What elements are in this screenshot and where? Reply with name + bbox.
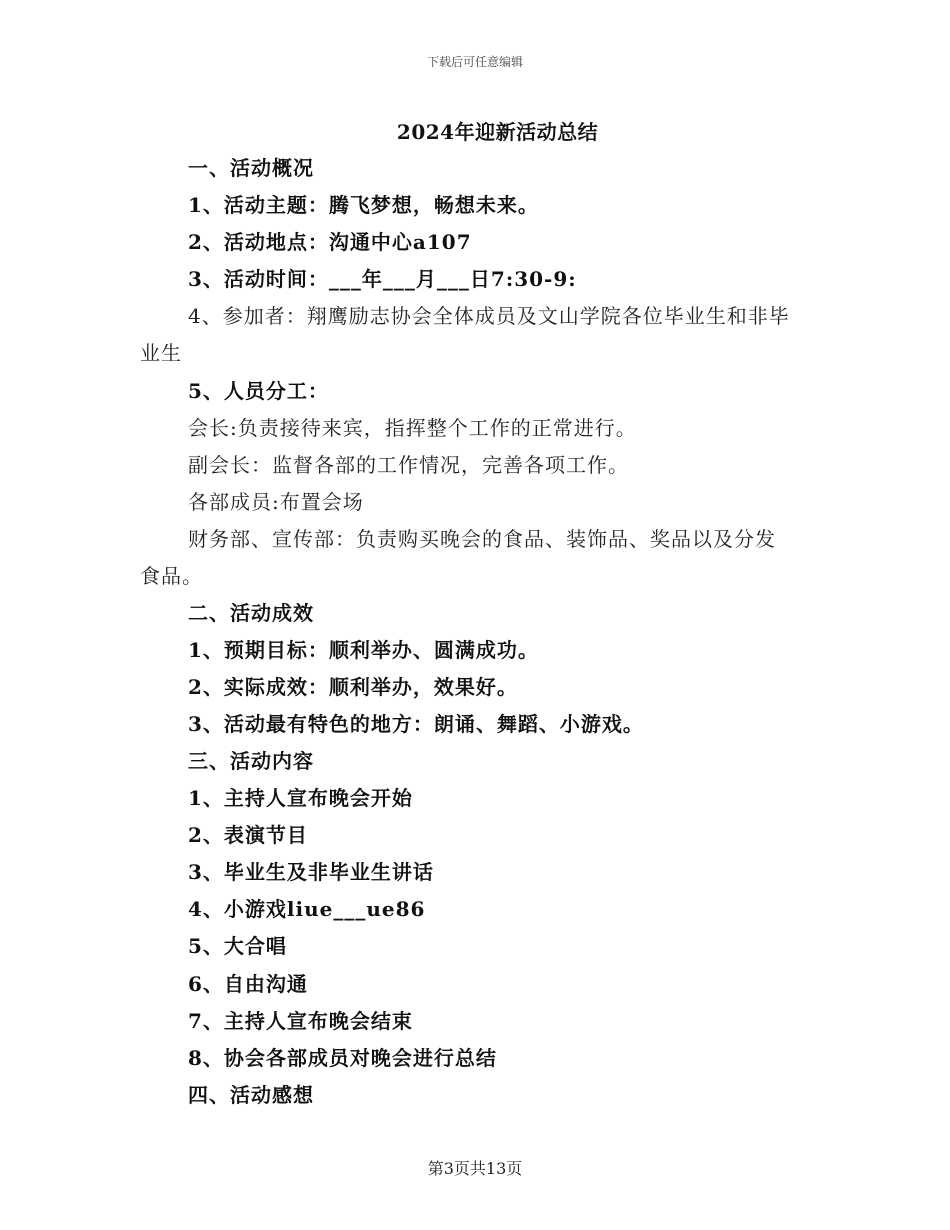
- content-item: 7、主持人宣布晚会结束: [188, 1009, 413, 1033]
- content-item: 4、小游戏liue___ue86: [188, 897, 426, 921]
- section-heading-reflections: 四、活动感想: [188, 1083, 314, 1107]
- role-president: 会长:负责接待来宾，指挥整个工作的正常进行。: [188, 416, 637, 440]
- overview-item-roles: 5、人员分工：: [188, 379, 329, 403]
- section-heading-overview: 一、活动概况: [188, 156, 314, 180]
- document-title: 2024年迎新活动总结: [396, 120, 599, 144]
- overview-item-time: 3、活动时间：___年___月___日7:30-9:: [188, 267, 577, 291]
- content-item: 2、表演节目: [188, 823, 308, 847]
- content-item: 1、主持人宣布晚会开始: [188, 786, 413, 810]
- role-vice-president: 副会长：监督各部的工作情况，完善各项工作。: [188, 453, 629, 477]
- role-department-members: 各部成员:布置会场: [188, 490, 364, 514]
- overview-item-location: 2、活动地点：沟通中心a107: [188, 230, 472, 254]
- overview-item-participants-cont: 业生: [140, 341, 182, 365]
- role-finance-publicity: 财务部、宣传部：负责购买晚会的食品、装饰品、奖品以及分发: [188, 527, 776, 551]
- content-item: 8、协会各部成员对晚会进行总结: [188, 1046, 497, 1070]
- section-heading-results: 二、活动成效: [188, 601, 314, 625]
- role-finance-publicity-cont: 食品。: [140, 564, 203, 588]
- page-header-note: 下载后可任意编辑: [426, 55, 523, 69]
- results-item-actual: 2、实际成效：顺利举办，效果好。: [188, 675, 518, 699]
- content-item: 5、大合唱: [188, 934, 287, 958]
- page-number: 第3页共13页: [427, 1159, 523, 1178]
- overview-item-theme: 1、活动主题：腾飞梦想，畅想未来。: [188, 193, 539, 217]
- overview-item-participants: 4、参加者：翔鹰励志协会全体成员及文山学院各位毕业生和非毕: [188, 304, 790, 328]
- content-item: 3、毕业生及非毕业生讲话: [188, 860, 434, 884]
- content-item: 6、自由沟通: [188, 972, 308, 996]
- section-heading-content: 三、活动内容: [188, 749, 314, 773]
- results-item-expected: 1、预期目标：顺利举办、圆满成功。: [188, 638, 539, 662]
- results-item-highlights: 3、活动最有特色的地方：朗诵、舞蹈、小游戏。: [188, 712, 644, 736]
